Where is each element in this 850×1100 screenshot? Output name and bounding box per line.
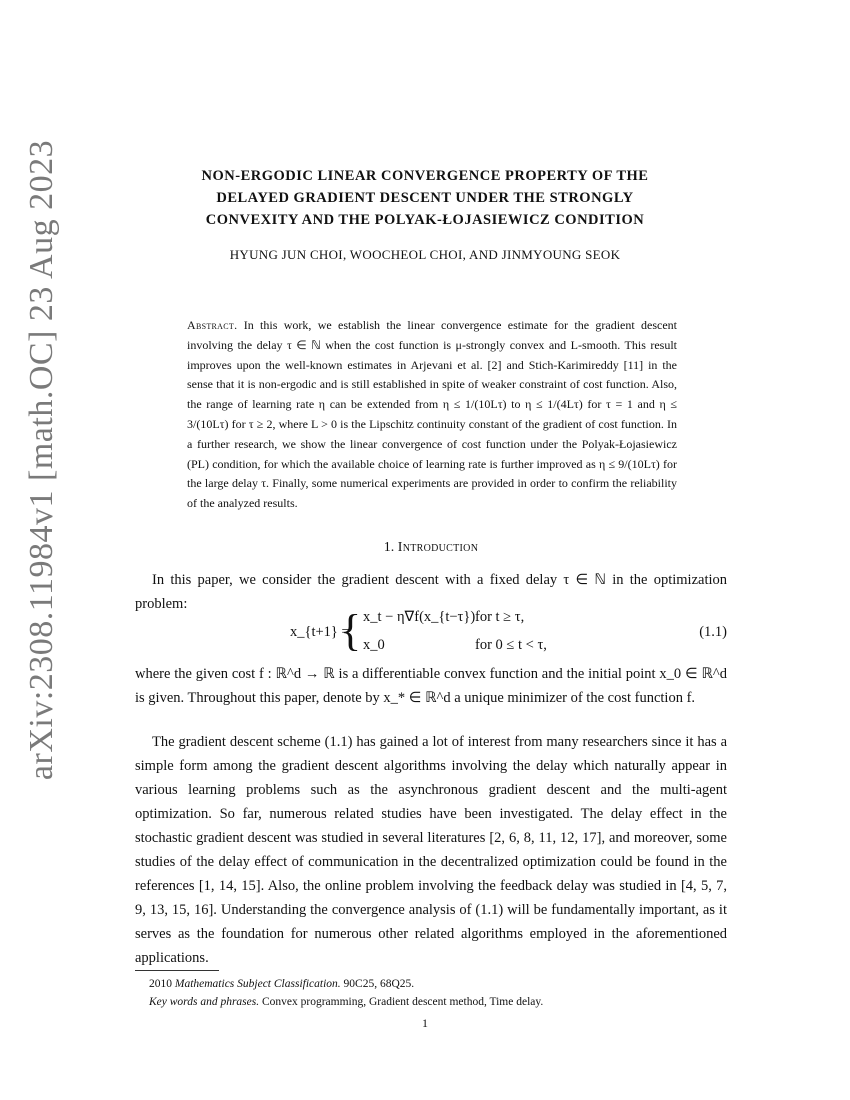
equation-condition-2: for 0 ≤ t < τ, [475, 637, 547, 653]
footnote-rule [135, 970, 219, 971]
intro-paragraph-1: In this paper, we consider the gradient descent with a fixed delay τ ∈ ℕ in the optimization problem: [135, 572, 727, 612]
arxiv-identifier: arXiv:2308.11984v1 [math.OC] 23 Aug 2023 [23, 139, 61, 781]
paper-title [140, 165, 710, 231]
footnote-keywords [135, 996, 727, 1008]
equation-1-1 [135, 604, 727, 662]
abstract [187, 316, 677, 514]
section-title: Introduction [397, 540, 479, 555]
title-line: DELAYED GRADIENT DESCENT UNDER THE STRONGLY [216, 190, 634, 206]
intro-paragraph-2: where the given cost f : ℝ^d → ℝ is a differentiable convex function and the initial point x_0 ∈ ℝ^d is given. Throughout this paper, denote by x_* ∈ ℝ^d a unique minimizer of the cost function f. [135, 666, 727, 706]
author-list: HYUNG JUN CHOI, WOOCHEOL CHOI, AND JINMYOUNG SEOK [229, 247, 621, 262]
section-number: 1. [383, 540, 395, 555]
equation-lhs: x_{t+1} = [290, 624, 350, 640]
intro-paragraph-3: The gradient descent scheme (1.1) has gained a lot of interest from many researchers since it has a simple form among the gradient descent algorithms involving the delay which naturally appear in various learning problems such as the asynchronous gradient descent and the multi-agent optimization. So far, numerous related studies have been investigated. The delay effect in the stochastic gradient descent was studied in several literatures [2, 6, 8, 11, 12, 17], and moreover, some studies of the delay effect of communication in the decentralized optimization could be found in the references [1, 14, 15]. Also, the online problem involving the feedback delay was studied in [4, 5, 7, 9, 13, 15, 16]. Understanding the convergence analysis of (1.1) will be fundamentally important, as it serves as the foundation for numerous other related algorithms employed in the aforementioned applications. [135, 734, 727, 966]
page-number: 1 [422, 1016, 428, 1030]
keywords-label: Key words and phrases. [149, 996, 260, 1008]
title-line: CONVEXITY AND THE POLYAK-ŁOJASIEWICZ CONDITION [205, 212, 645, 228]
section-heading [135, 540, 727, 556]
abstract-text: In this work, we establish the linear convergence estimate for the gradient descent involving the delay τ ∈ ℕ when the cost function is μ-strongly convex and L-smooth. This result improves upon the well-known estimates in Arjevani et al. [2] and Stich-Karimireddy [11] in the sense that it is non-ergodic and is still established in spite of weaker constraint of cost function. Also, the range of learning rate η can be extended from η ≤ 1/(10Lτ) to η ≤ 1/(4Lτ) for τ = 1 and η ≤ 3/(10Lτ) for τ ≥ 2, where L > 0 is the Lipschitz continuity constant of the gradient of cost function. In a further research, we show the linear convergence of cost function under the Polyak-Łojasiewicz (PL) condition, for which the available choice of learning rate is further improved as η ≤ 9/(10Lτ) for the large delay τ. Finally, some numerical experiments are provided in order to confirm the reliability of the analyzed results. [187, 318, 678, 511]
msc-label: Mathematics Subject Classification. [174, 978, 341, 990]
msc-codes: 90C25, 68Q25. [343, 978, 415, 990]
msc-year: 2010 [149, 978, 172, 990]
keywords: Convex programming, Gradient descent method, Time delay. [261, 996, 544, 1008]
equation-case-1: x_t − η∇f(x_{t−τ}) [363, 609, 476, 625]
equation-brace: { [340, 606, 362, 655]
title-line: NON-ERGODIC LINEAR CONVERGENCE PROPERTY OF THE [201, 168, 649, 184]
abstract-label: Abstract. [187, 318, 238, 332]
equation-condition-1: for t ≥ τ, [475, 609, 525, 625]
equation-number: (1.1) [699, 624, 727, 640]
arxiv-identifier-sidebar [22, 139, 62, 781]
equation-case-2: x_0 [363, 637, 385, 653]
footnote-msc [135, 978, 727, 990]
